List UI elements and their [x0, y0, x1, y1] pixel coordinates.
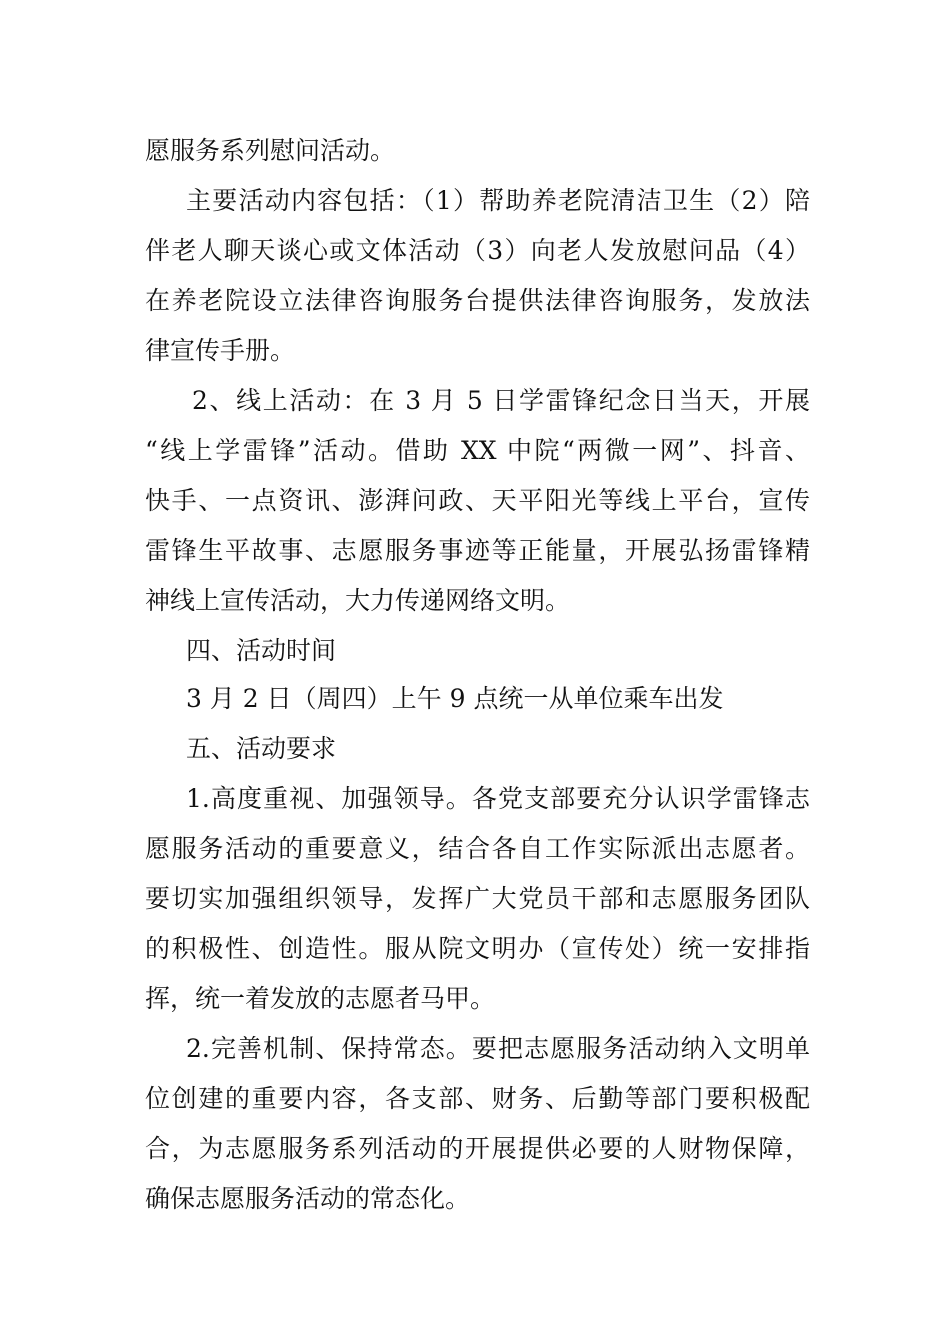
text-line: 的积极性、创造性。服从院文明办（宣传处）统一安排指 — [145, 934, 810, 963]
text-line: 伴老人聊天谈心或文体活动（3）向老人发放慰问品（4） — [145, 236, 810, 265]
text-line: 在养老院设立法律咨询服务台提供法律咨询服务，发放法 — [145, 286, 810, 315]
section-heading: 五、活动要求 — [186, 734, 337, 763]
text-line: 要切实加强组织领导，发挥广大党员干部和志愿服务团队 — [145, 884, 810, 913]
text-line: “线上学雷锋”活动。借助 XX 中院“两微一网”、抖音、 — [145, 436, 810, 465]
text-line: 神线上宣传活动，大力传递网络文明。 — [145, 586, 571, 615]
text-line: 位创建的重要内容，各支部、财务、后勤等部门要积极配 — [145, 1084, 810, 1113]
text-line: 合，为志愿服务系列活动的开展提供必要的人财物保障， — [145, 1134, 810, 1163]
text-line: 2、线上活动：在 3 月 5 日学雷锋纪念日当天，开展 — [192, 386, 810, 415]
section-heading: 四、活动时间 — [186, 636, 337, 665]
text-line: 愿服务系列慰问活动。 — [145, 136, 396, 165]
text-line: 1.高度重视、加强领导。各党支部要充分认识学雷锋志 — [186, 784, 810, 813]
text-line: 主要活动内容包括：（1）帮助养老院清洁卫生（2）陪 — [186, 186, 810, 215]
text-line: 快手、一点资讯、澎湃问政、天平阳光等线上平台，宣传 — [145, 486, 810, 515]
text-line: 3 月 2 日（周四）上午 9 点统一从单位乘车出发 — [186, 684, 724, 713]
text-line: 挥，统一着发放的志愿者马甲。 — [145, 984, 496, 1013]
text-line: 愿服务活动的重要意义，结合各自工作实际派出志愿者。 — [145, 834, 810, 863]
text-line: 2.完善机制、保持常态。要把志愿服务活动纳入文明单 — [186, 1034, 810, 1063]
text-line: 律宣传手册。 — [145, 336, 296, 365]
text-line: 雷锋生平故事、志愿服务事迹等正能量，开展弘扬雷锋精 — [145, 536, 810, 565]
text-line: 确保志愿服务活动的常态化。 — [145, 1184, 471, 1213]
